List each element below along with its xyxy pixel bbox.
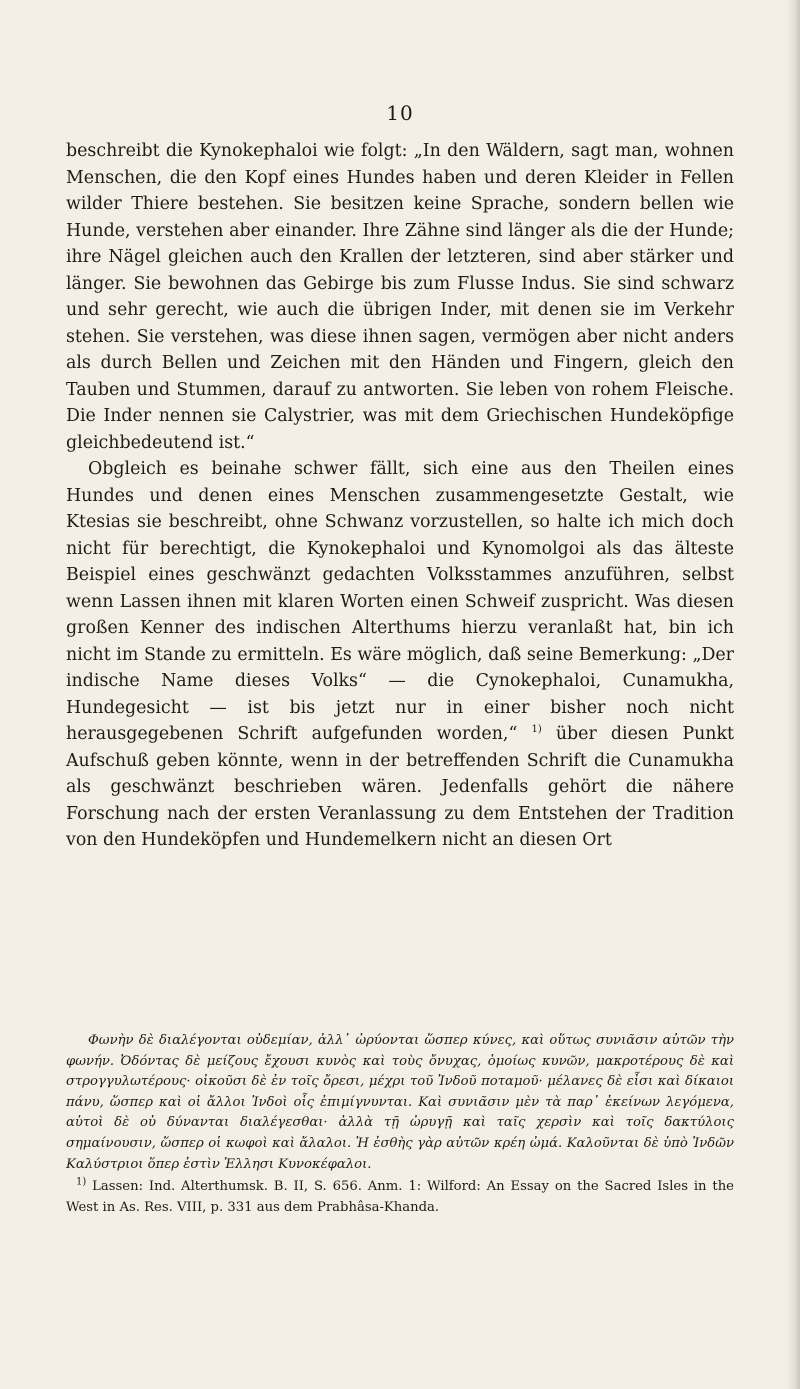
main-text <box>66 138 734 854</box>
greek-quotation: Φωνὴν δὲ διαλέγονται οὐδεμίαν, ἀλλ᾽ ὠρύονται ὥσπερ κύνες, καὶ οὕτως συνιᾶσιν αὐτῶν τὴν φωνήν. Ὀδόντας δὲ μείζους ἔχουσι κυνὸς καὶ τοὺς ὄνυχας, ὁμοίως κυνῶν, μακροτέρους δὲ καὶ στρογγυλωτέρους· οἰκοῦσι δὲ ἐν τοῖς ὄρεσι, μέχρι τοῦ Ἰνδοῦ ποταμοῦ· μέλανες δὲ εἶσι καὶ δίκαιοι πάνυ, ὥσπερ καὶ οἱ ἄλλοι Ἰνδοὶ οἷς ἐπιμίγνυνται. Καὶ συνιᾶσιν μὲν τὰ παρ᾽ ἐκείνων λεγόμενα, αὐτοὶ δὲ οὐ δύνανται διαλέγεσθαι· ἀλλὰ τῇ ὠρυγῇ καὶ ταῖς χερσὶν καὶ τοῖς δακτύλοις σημαίνουσιν, ὥσπερ οἱ κωφοὶ καὶ ἄλαλοι. Ἡ ἐσθὴς γὰρ αὐτῶν κρέη ὠμά. Καλοῦνται δὲ ὑπὸ Ἰνδῶν Καλύστριοι ὅπερ ἐστὶν Ἑλλησι Κυνοκέφαλοι. <box>66 1033 734 1172</box>
footnote-reference: 1) <box>531 724 542 736</box>
paragraph-2 <box>66 456 734 854</box>
page-number: 10 <box>386 101 414 125</box>
footnote-1-text: Lassen: Ind. Alterthumsk. B. II, S. 656. Anm. 1: Wilford: An Essay on the Sacred Isles in the West in As. Res. VIII, p. 331 aus dem Prabhâsa-Khanda. <box>66 1179 734 1215</box>
footnotes <box>66 1031 734 1218</box>
page-edge-shadow <box>786 0 800 1389</box>
paragraph-2-part-2: über diesen Punkt Aufschuß geben könnte, wenn in der betreffenden Schrift die Cunamukha als geschwänzt beschrieben wären. Jedenfalls gehört die nähere Forschung nach der ersten Veranlassung zu dem Entstehen der Tradition von den Hundeköpfen und Hundemelkern nicht an diesen Ort <box>66 724 735 850</box>
footnote-1 <box>66 1177 734 1218</box>
footnote-1-marker: 1) <box>76 1176 87 1188</box>
paragraph-1: beschreibt die Kynokephaloi wie folgt: „In den Wäldern, sagt man, wohnen Menschen, die den Kopf eines Hundes haben und deren Kleider in Fellen wilder Thiere bestehen. Sie besitzen keine Sprache, sondern bellen wie Hunde, verstehen aber einander. Ihre Zähne sind länger als die der Hunde; ihre Nägel gleichen auch den Krallen der letzteren, sind aber stärker und länger. Sie bewohnen das Gebirge bis zum Flusse Indus. Sie sind schwarz und sehr gerecht, wie auch die übrigen Inder, mit denen sie im Verkehr stehen. Sie verstehen, was diese ihnen sagen, vermögen aber nicht anders als durch Bellen und Zeichen mit den Händen und Fingern, gleich den Tauben und Stummen, darauf zu antworten. Sie leben von rohem Fleische. Die Inder nennen sie Calystrier, was mit dem Griechischen Hundeköpfige gleichbedeutend ist.“ <box>66 141 734 453</box>
paragraph-2-part-1: Obgleich es beinahe schwer fällt, sich eine aus den Theilen eines Hundes und denen eines Menschen zusammengesetzte Gestalt, wie Ktesias sie beschreibt, ohne Schwanz vorzustellen, so halte ich mich doch nicht für berechtigt, die Kynokephaloi und Kynomolgoi als das älteste Beispiel eines geschwänzt gedachten Volksstammes anzuführen, selbst wenn Lassen ihnen mit klaren Worten einen Schweif zuspricht. Was diesen großen Kenner des indischen Alterthums hierzu veranlaßt hat, bin ich nicht im Stande zu ermitteln. Es wäre möglich, daß seine Bemerkung: „Der indische Name dieses Volks“ — die Cynokephaloi, Cunamukha, Hundegesicht — ist bis jetzt nur in einer bisher noch nicht herausgegebenen Schrift aufgefunden worden,“ <box>66 459 734 744</box>
